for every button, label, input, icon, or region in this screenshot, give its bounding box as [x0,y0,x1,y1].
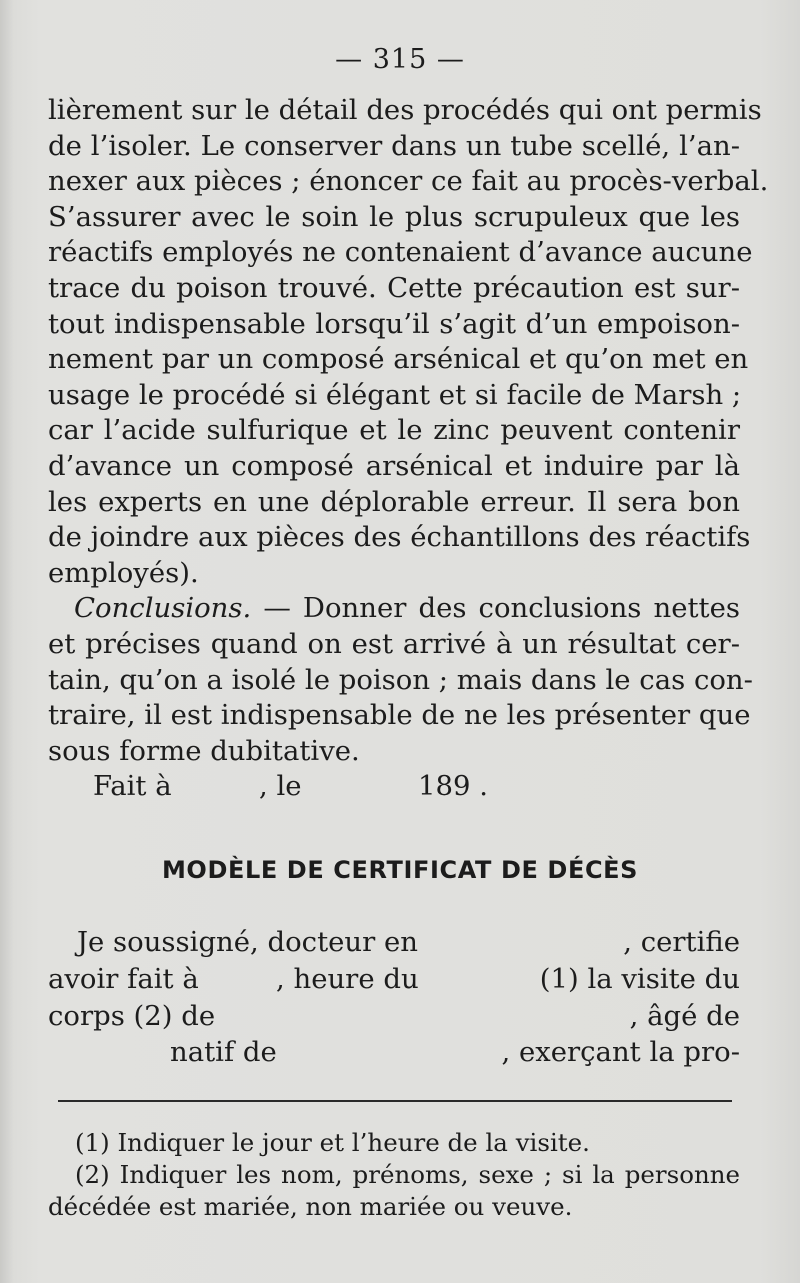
text-line: nexer aux pièces ; énoncer ce fait au procès-verbal. [48,165,769,198]
text-line: employés). [48,556,199,589]
form-text: , certifie [623,926,740,958]
fait-year: 189 . [418,770,488,802]
text-line: de joindre aux pièces des échantillons des réactifs [48,521,751,554]
form-text: natif de [170,1036,277,1068]
section-title: MODÈLE DE CERTIFICAT DE DÉCÈS [161,856,639,884]
footnote: (1) Indiquer le jour et l’heure de la visite. [75,1128,590,1157]
text-line: et précises quand on est arrivé à un résultat cer- [48,627,740,660]
footnote: décédée est mariée, non mariée ou veuve. [48,1192,573,1221]
text-line: tain, qu’on a isolé le poison ; mais dans le cas con- [48,663,753,696]
form-text: corps (2) de [48,1000,216,1032]
text-line: car l’acide sulfurique et le zinc peuvent contenir [48,414,740,447]
form-text: , heure du [276,963,419,995]
footnote-divider [58,1100,732,1102]
text-line: d’avance un composé arsénical et induire par là [48,449,740,482]
conclusions-line [48,591,740,627]
text-line: lièrement sur le détail des procédés qui ont permis [48,94,762,126]
form-text: , âgé de [629,1000,740,1032]
fait-date: , le [259,770,302,802]
form-text: (1) la visite du [539,963,740,995]
form-text: avoir fait à [48,963,199,995]
main-text [48,93,769,769]
form-text: Je soussigné, docteur en [77,926,418,958]
footnotes [48,1127,740,1223]
fait-place: Fait à [93,770,172,802]
page-number: — 315 — [335,44,465,75]
text-line: réactifs employés ne contenaient d’avance aucune [48,236,753,269]
form-text: , exerçant la pro- [501,1036,740,1068]
certificate-form [48,926,740,1076]
text-line: usage le procédé si élégant et si facile de Marsh ; [48,378,742,411]
text-line: les experts en une déplorable erreur. Il sera bon [48,485,740,518]
text-line: trace du poison trouvé. Cette précaution est sur- [48,271,740,304]
text-line: traire, il est indispensable de ne les présenter que [48,699,751,732]
text-line: de l’isoler. Le conserver dans un tube scellé, l’an- [48,129,740,162]
footnote: (2) Indiquer les nom, prénoms, sexe ; si la personne [75,1160,740,1189]
text-line: tout indispensable lorsqu’il s’agit d’un empoison- [48,307,740,340]
conclusions-label: Conclusions. [74,592,252,625]
text-line: nement par un composé arsénical et qu’on met en [48,343,749,376]
text-line: S’assurer avec le soin le plus scrupuleux que les [48,200,740,233]
text-line: sous forme dubitative. [48,734,360,767]
conclusions-text: — Donner des conclusions nettes [251,592,740,625]
